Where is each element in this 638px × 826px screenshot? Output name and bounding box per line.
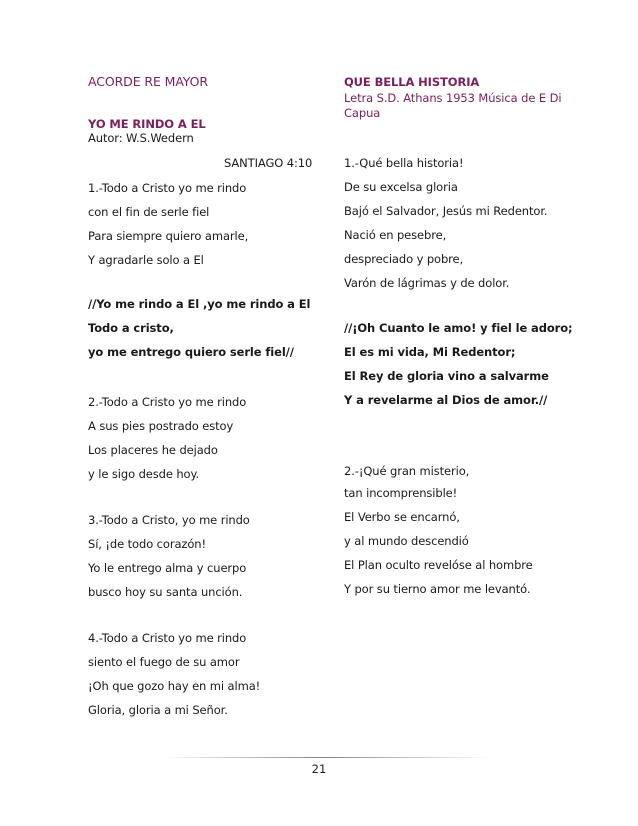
verse-line: Yo le entrego alma y cuerpo xyxy=(88,561,247,575)
verse-line: Sí, ¡de todo corazón! xyxy=(88,537,206,551)
verse-line: busco hoy su santa unción. xyxy=(88,585,243,599)
verse-line: El Plan oculto revelóse al hombre xyxy=(344,558,533,572)
chorus-line: Todo a cristo, xyxy=(88,321,174,335)
verse-line: A sus pies postrado estoy xyxy=(88,419,234,433)
verse-line: ¡Oh que gozo hay en mi alma! xyxy=(88,679,261,693)
verse-line: 1.-Todo a Cristo yo me rindo xyxy=(88,181,247,195)
page-number: 21 xyxy=(311,762,327,776)
verse-line: y le sigo desde hoy. xyxy=(88,467,200,481)
chorus-line: //Yo me rindo a El ,yo me rindo a El xyxy=(88,297,311,311)
chorus-line: yo me entrego quiero serle fiel// xyxy=(88,345,294,359)
key-heading: ACORDE RE MAYOR xyxy=(88,74,208,89)
chorus-line: El es mi vida, Mi Redentor; xyxy=(344,345,516,359)
verse-line: Varón de lágrimas y de dolor. xyxy=(344,276,510,290)
scripture-reference: SANTIAGO 4:10 xyxy=(224,156,313,170)
verse-line: De su excelsa gloria xyxy=(344,180,458,194)
verse-line: Y por su tierno amor me levantó. xyxy=(344,582,531,596)
verse-line: 2.-Todo a Cristo yo me rindo xyxy=(88,395,247,409)
verse-line: despreciado y pobre, xyxy=(344,252,464,266)
verse-line: Gloria, gloria a mi Señor. xyxy=(88,703,228,717)
verse-line: Bajó el Salvador, Jesús mi Redentor. xyxy=(344,204,548,218)
verse-line: Los placeres he dejado xyxy=(88,443,218,457)
verse-line: Y agradarle solo a El xyxy=(88,253,204,267)
verse-line: 1.-Qué bella historia! xyxy=(344,156,464,170)
verse-line: tan incomprensible! xyxy=(344,486,458,500)
chorus-line: Y a revelarme al Dios de amor.// xyxy=(344,393,548,407)
verse-line: El Verbo se encarnó, xyxy=(344,510,460,524)
verse-line: Nació en pesebre, xyxy=(344,228,447,242)
verse-line: con el fin de serle fiel xyxy=(88,205,210,219)
author-line: Autor: W.S.Wedern xyxy=(88,131,194,145)
song-title-left: YO ME RINDO A EL xyxy=(88,117,206,131)
verse-line: 3.-Todo a Cristo, yo me rindo xyxy=(88,513,250,527)
credits-line: Letra S.D. Athans 1953 Música de E Di xyxy=(344,91,562,105)
credits-line: Capua xyxy=(344,106,381,120)
verse-line: 4.-Todo a Cristo yo me rindo xyxy=(88,631,247,645)
verse-line: Para siempre quiero amarle, xyxy=(88,229,249,243)
chorus-line: El Rey de gloria vino a salvarme xyxy=(344,369,549,383)
verse-line: y al mundo descendió xyxy=(344,534,469,548)
verse-line: siento el fuego de su amor xyxy=(88,655,240,669)
footer-divider xyxy=(160,757,490,758)
chorus-line: //¡Oh Cuanto le amo! y fiel le adoro; xyxy=(344,321,573,335)
song-title-right: QUE BELLA HISTORIA xyxy=(344,75,480,89)
verse-line: 2.-¡Qué gran misterio, xyxy=(344,464,470,478)
